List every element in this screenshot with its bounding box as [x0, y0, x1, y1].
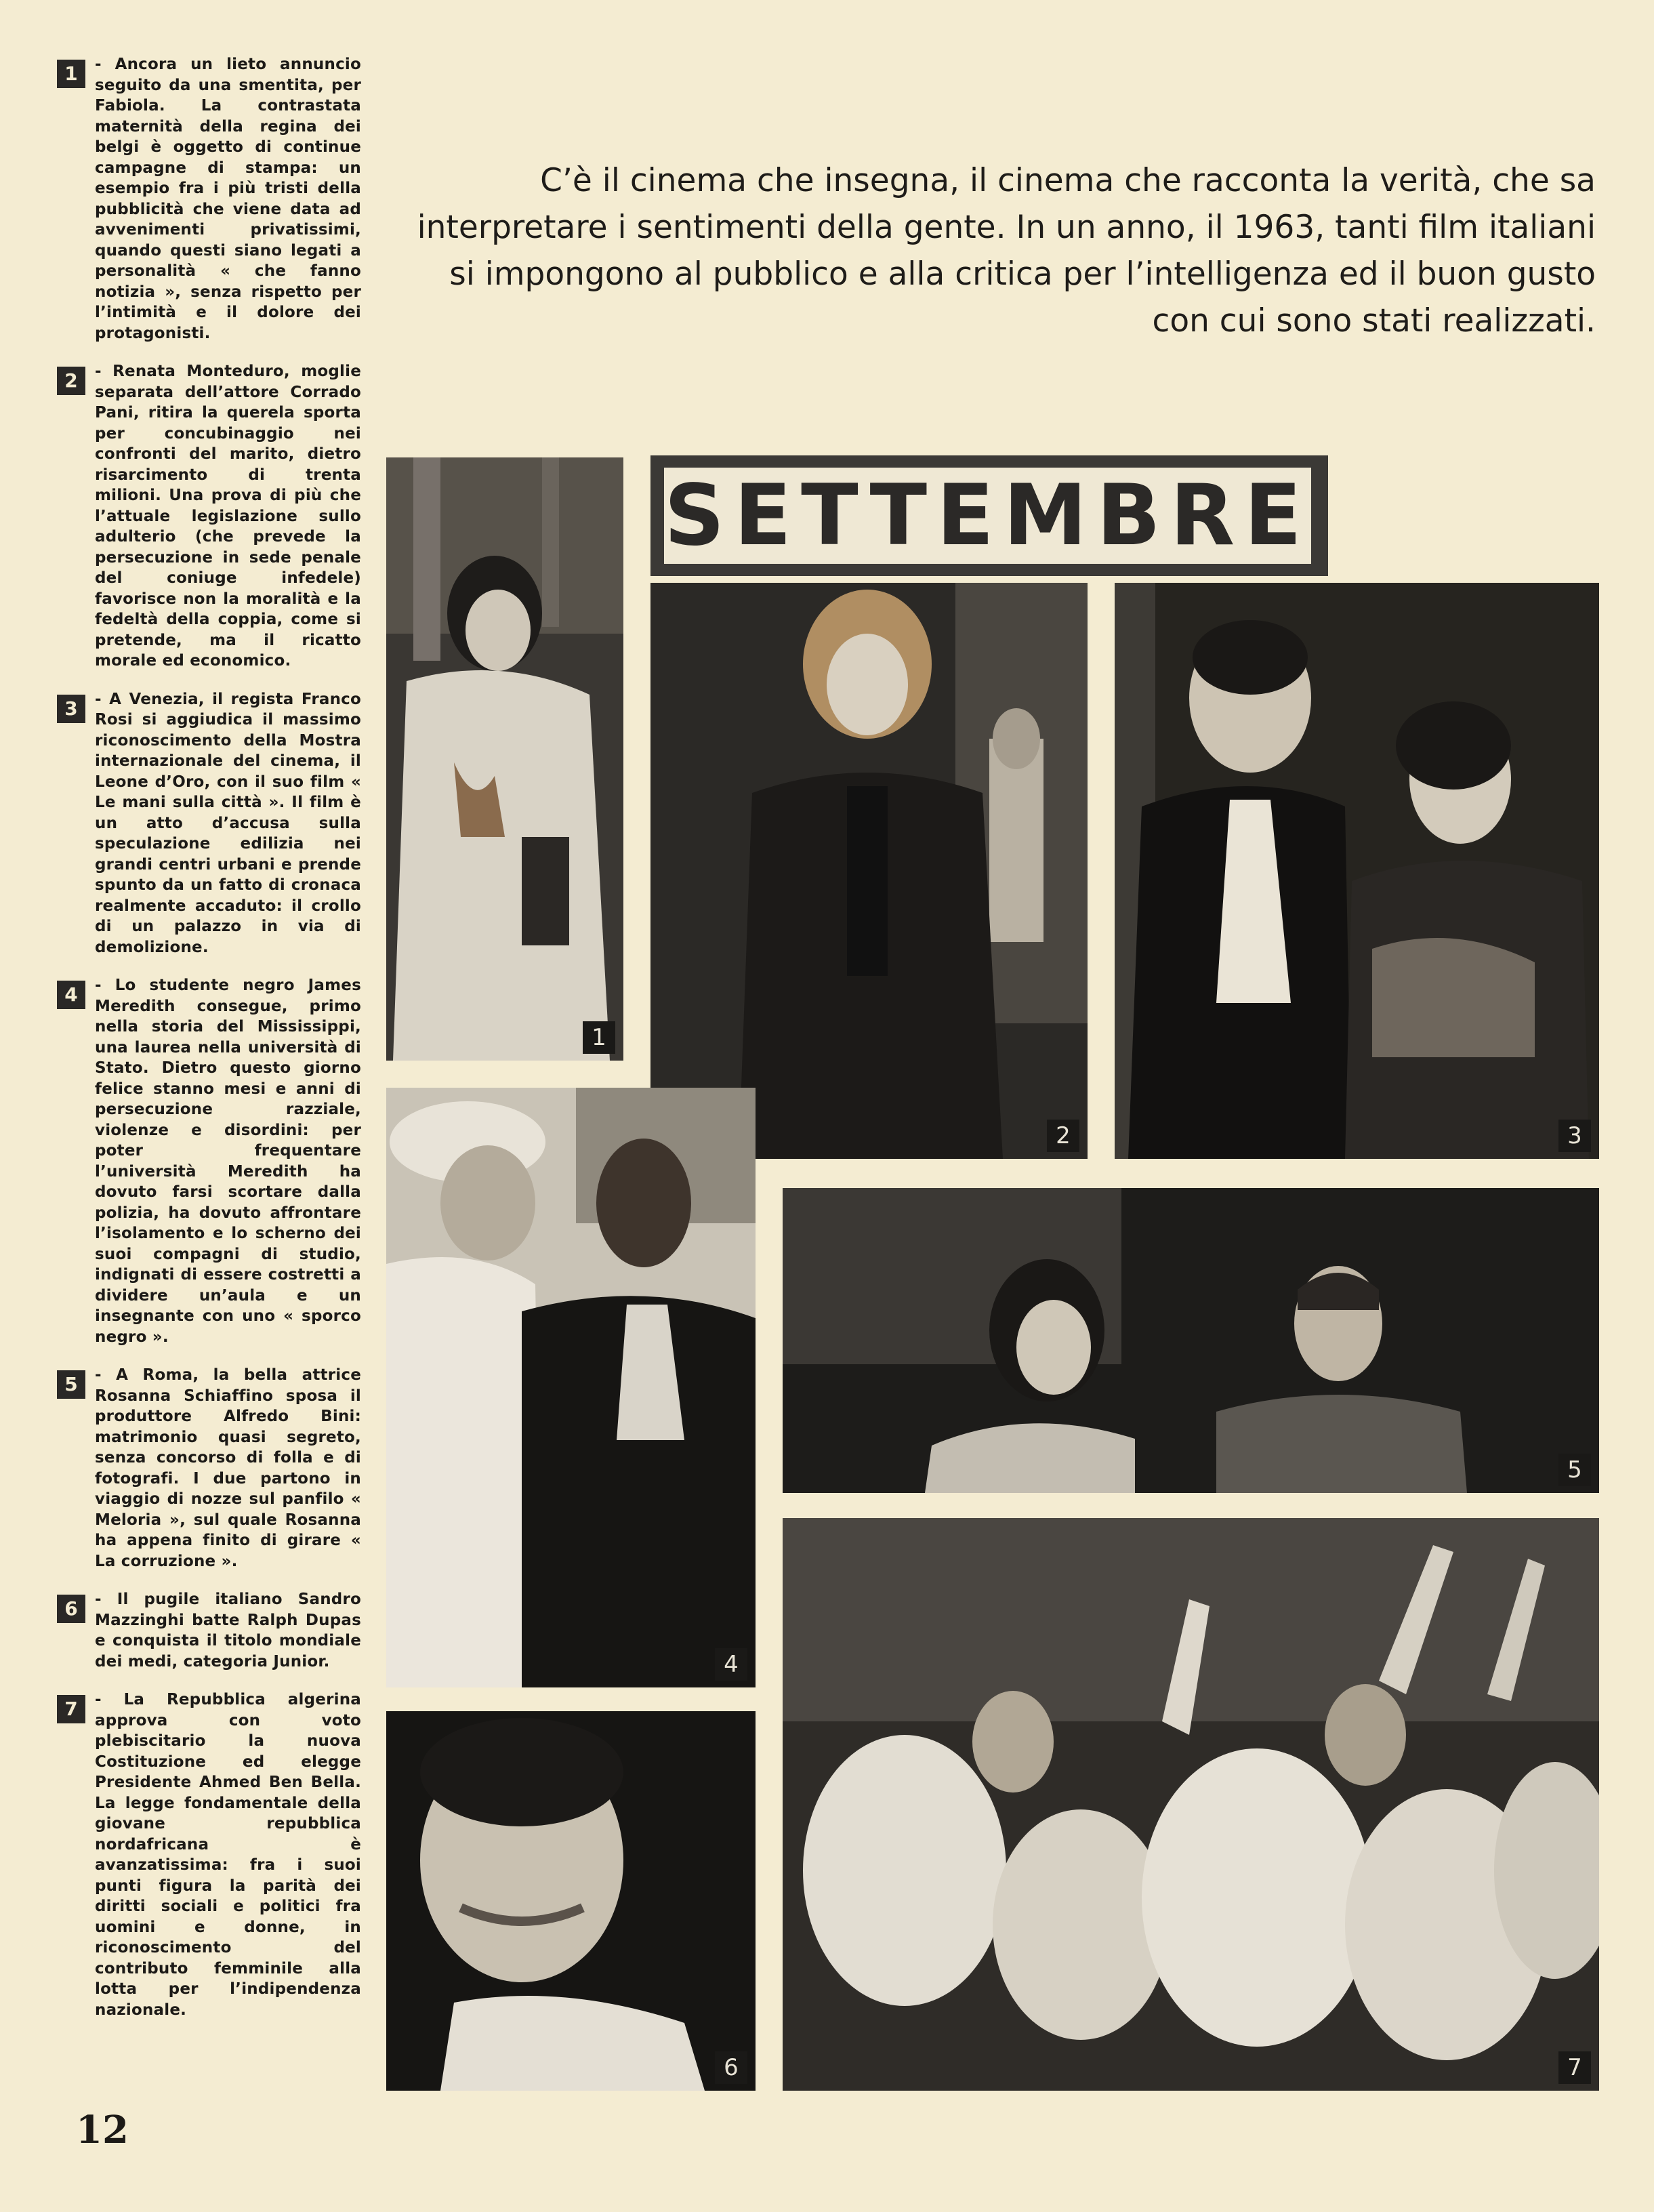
caption-item-2 [53, 361, 361, 672]
caption-number-badge: 6 [57, 1595, 85, 1623]
caption-text: - Ancora un lieto annuncio seguito da una smentita, per Fabiola. La contrastata maternità della regina dei belgi è oggetto di continue campagne di stampa: un esempio fra i più tristi della pubblicità che viene data ad avvenimenti privatissimi, quando questi siano legati a personalità « che fanno notizia », senza rispetto per l’intimità e il dolore dei protagonisti. [95, 56, 361, 342]
photo-5 [783, 1188, 1599, 1493]
photo-4 [386, 1088, 756, 1687]
photo-number-label: 2 [1047, 1120, 1079, 1152]
caption-item-5 [53, 1365, 361, 1572]
photo-1 [386, 457, 623, 1061]
photo-number-label: 4 [715, 1648, 747, 1681]
photo-number-label: 6 [715, 2051, 747, 2084]
caption-number-badge: 3 [57, 695, 85, 723]
photo-6 [386, 1711, 756, 2091]
month-header-badge [650, 455, 1328, 576]
photo-5-image [783, 1188, 1599, 1493]
photo-7 [783, 1518, 1599, 2091]
caption-text: - Il pugile italiano Sandro Mazzinghi batte Ralph Dupas e conquista il titolo mondiale dei medi, categoria Junior. [95, 1591, 361, 1671]
photo-number-label: 5 [1558, 1454, 1591, 1486]
caption-item-3 [53, 689, 361, 958]
caption-item-1 [53, 54, 361, 344]
month-header: SETTEMBRE [664, 467, 1311, 565]
page-number: 12 [76, 2108, 129, 2152]
photo-number-label: 3 [1558, 1120, 1591, 1152]
photo-3-image [1115, 583, 1599, 1159]
caption-item-6 [53, 1589, 361, 1672]
caption-number-badge: 5 [57, 1370, 85, 1399]
photo-number-label: 1 [583, 1021, 615, 1054]
intro-paragraph: C’è il cinema che insegna, il cinema che racconta la verità, che sa interpretare i sentimenti della gente. In un anno, il 1963, tanti film italiani si impongono al pubblico e alla critica per l’intelligenza ed il buon gusto con cui sono stati realizzati. [417, 162, 1596, 340]
photo-7-image [783, 1518, 1599, 2091]
photo-4-image [386, 1088, 756, 1687]
caption-column [53, 54, 361, 2038]
caption-number-badge: 7 [57, 1695, 85, 1723]
caption-number-badge: 2 [57, 367, 85, 395]
photo-1-image [386, 457, 623, 1061]
caption-text: - La Repubblica algerina approva con voto plebiscitario la nuova Costituzione ed elegge Presidente Ahmed Ben Bella. La legge fondamentale della giovane repubblica nordafricana è avanzatissima: fra i suoi punti figura la parità dei diritti sociali e politici fra uomini e donne, in riconoscimento del contributo femminile alla lotta per l’indipendenza nazionale. [95, 1691, 361, 2019]
photo-2-image [650, 583, 1088, 1159]
caption-number-badge: 4 [57, 981, 85, 1009]
caption-number-badge: 1 [57, 60, 85, 88]
caption-text: - Renata Monteduro, moglie separata dell’attore Corrado Pani, ritira la querela sporta per concubinaggio nei confronti del marito, dietro risarcimento di trenta milioni. Una prova di più che l’attuale legislazione sullo adulterio (che prevede la persecuzione in sede penale del coniuge infedele) favorisce non la moralità e la fedeltà della coppia, come si pretende, ma il ricatto morale ed economico. [95, 363, 361, 670]
photo-number-label: 7 [1558, 2051, 1591, 2084]
caption-item-7 [53, 1689, 361, 2020]
caption-text: - A Venezia, il regista Franco Rosi si aggiudica il massimo riconoscimento della Mostra internazionale del cinema, il Leone d’Oro, con il suo film « Le mani sulla città ». Il film è un atto d’accusa sulla speculazione edilizia nei grandi centri urbani e prende spunto da un fatto di cronaca realmente accaduto: il crollo di un palazzo in via di demolizione. [95, 690, 361, 956]
photo-3 [1115, 583, 1599, 1159]
photo-6-image [386, 1711, 756, 2091]
photo-2 [650, 583, 1088, 1159]
caption-text: - Lo studente negro James Meredith consegue, primo nella storia del Mississippi, una laurea nella università di Stato. Dietro questo giorno felice stanno mesi e anni di persecuzione razziale, violenze e disordini: per poter frequentare l’università Meredith ha dovuto farsi scortare dalla polizia, ha dovuto affrontare l’isolamento e lo scherno dei suoi compagni di studio, indignati di essere costretti a dividere un’aula e un insegnante con uno « sporco negro ». [95, 977, 361, 1346]
caption-item-4 [53, 975, 361, 1347]
caption-text: - A Roma, la bella attrice Rosanna Schiaffino sposa il produttore Alfredo Bini: matrimonio quasi segreto, senza concorso di folla e di fotografi. I due partono in viaggio di nozze sul panfilo « Meloria », sul quale Rosanna ha appena finito di girare « La corruzione ». [95, 1366, 361, 1570]
